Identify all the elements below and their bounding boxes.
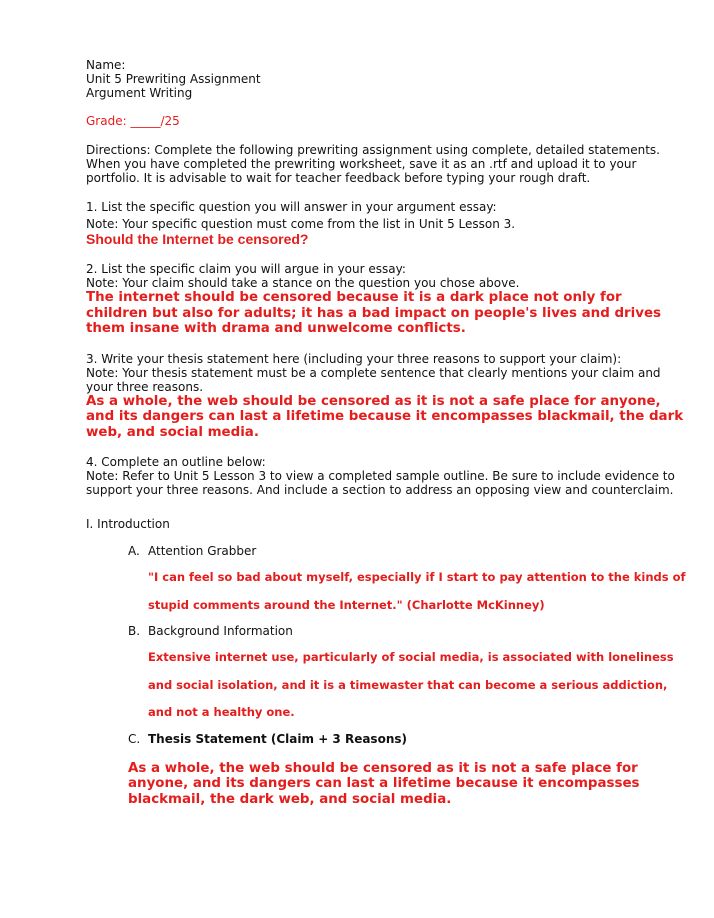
grade-line: Grade: _____/25: [86, 114, 180, 128]
background-information-text: Extensive internet use, particularly of social media, is associated with loneliness and social isolation, and it is a timewaster that can become a serious addiction, and not a healthy one.: [148, 650, 674, 719]
assignment-document: [86, 58, 686, 807]
outline: [86, 517, 686, 807]
question-2: [86, 262, 686, 337]
directions: Directions: Complete the following prewriting assignment using complete, detailed statements. When you have completed the prewriting worksheet, save it as an .rtf and upload it to your portfolio. It is advisable to wait for teacher feedback before typing your rough draft.: [86, 143, 660, 185]
question-4-note: Note: Refer to Unit 5 Lesson 3 to view a completed sample outline. Be sure to include evidence to support your three reasons. And include a section to address an opposing view and counterclaim.: [86, 469, 675, 497]
thesis-statement-text: As a whole, the web should be censored as it is not a safe place for anyone, and its dangers can last a lifetime because it encompasses blackmail, the dark web, and social media.: [128, 760, 640, 807]
name-line: Name:: [86, 58, 126, 72]
question-2-note: Note: Your claim should take a stance on the question you chose above.: [86, 276, 520, 290]
outline-item-c-letter: C.: [128, 731, 141, 746]
outline-item-a: [86, 544, 686, 558]
question-1-prompt: 1. List the specific question you will answer in your argument essay:: [86, 200, 497, 214]
outline-item-a-letter: A.: [128, 544, 140, 558]
question-3-note: Note: Your thesis statement must be a complete sentence that clearly mentions your claim and your three reasons.: [86, 365, 661, 394]
assignment-type: Argument Writing: [86, 86, 193, 100]
outline-item-b-label: Background Information: [148, 624, 293, 638]
attention-grabber-text: "I can feel so bad about myself, especially if I start to pay attention to the kinds of stupid comments around the Internet." (Charlotte McKinney): [148, 570, 686, 612]
question-1-answer: Should the Internet be censored?: [86, 231, 309, 247]
outline-item-c-label: Thesis Statement (Claim + 3 Reasons): [148, 731, 407, 746]
outline-item-b: [86, 624, 686, 638]
unit-title: Unit 5 Prewriting Assignment: [86, 72, 261, 86]
question-3: [86, 352, 686, 441]
question-2-answer: The internet should be censored because it is a dark place not only for children but also for adults; it has a bad impact on people's lives and drives them insane with drama and unwelcome conflicts.: [86, 290, 662, 336]
question-4: [86, 455, 686, 497]
question-2-prompt: 2. List the specific claim you will argue in your essay:: [86, 262, 406, 276]
question-1-note: Note: Your specific question must come from the list in Unit 5 Lesson 3.: [86, 217, 516, 231]
question-3-answer: As a whole, the web should be censored as it is not a safe place for anyone, and its dangers can last a lifetime because it encompasses blackmail, the dark web, and social media.: [86, 393, 684, 440]
question-1: [86, 200, 686, 247]
outline-item-b-letter: B.: [128, 624, 141, 638]
outline-introduction: I. Introduction: [86, 517, 170, 531]
outline-item-c: [86, 732, 686, 746]
question-4-prompt: 4. Complete an outline below:: [86, 455, 266, 469]
question-3-prompt: 3. Write your thesis statement here (including your three reasons to support your claim):: [86, 351, 622, 366]
outline-item-a-label: Attention Grabber: [148, 544, 257, 558]
